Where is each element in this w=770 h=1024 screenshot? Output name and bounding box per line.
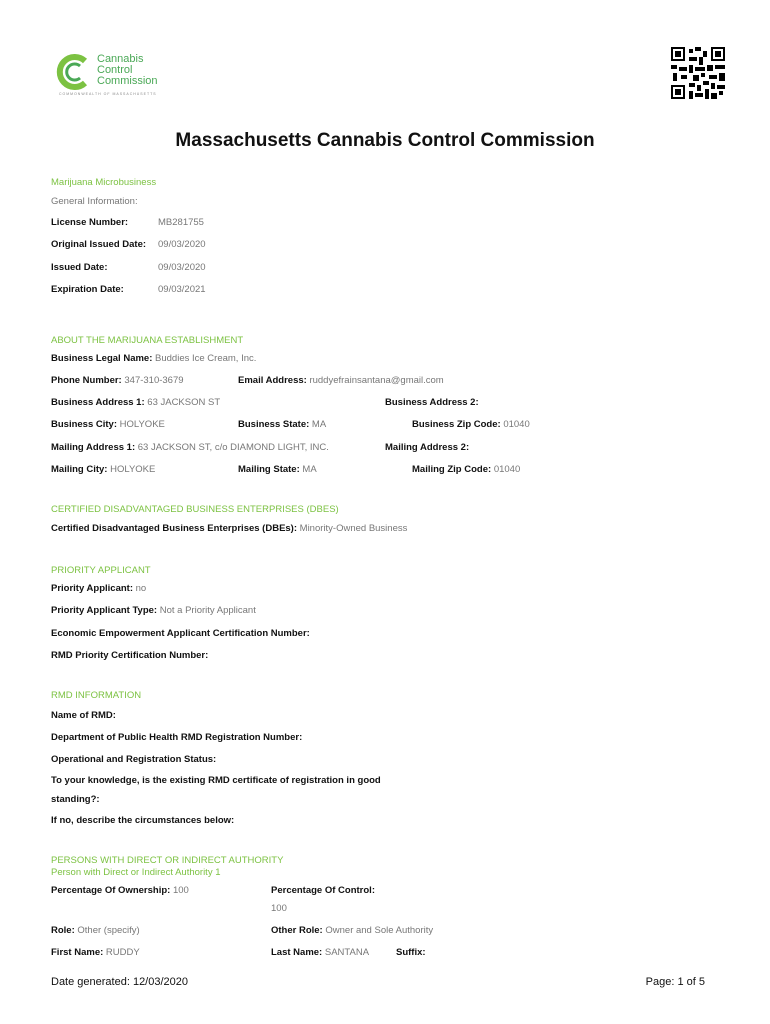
good-standing-label-line2: standing?: bbox=[51, 794, 100, 805]
expiration-date-value: 09/03/2021 bbox=[158, 284, 206, 295]
establishment-heading: ABOUT THE MARIJUANA ESTABLISHMENT bbox=[51, 335, 244, 346]
first-name-field: First Name: RUDDY bbox=[51, 947, 140, 958]
priority-applicant-field: Priority Applicant: no bbox=[51, 583, 147, 594]
logo-tagline: COMMONWEALTH OF MASSACHUSETTS bbox=[59, 92, 157, 96]
person-subheading: Person with Direct or Indirect Authority 1 bbox=[51, 867, 221, 878]
issued-date-value: 09/03/2020 bbox=[158, 262, 206, 273]
economic-empowerment-field: Economic Empowerment Applicant Certification Number: bbox=[51, 628, 310, 639]
persons-heading: PERSONS WITH DIRECT OR INDIRECT AUTHORITY bbox=[51, 855, 284, 866]
good-standing-label-line1: To your knowledge, is the existing RMD certificate of registration in good bbox=[51, 775, 381, 786]
role-field: Role: Other (specify) bbox=[51, 925, 140, 936]
operational-status-field: Operational and Registration Status: bbox=[51, 754, 217, 765]
priority-heading: PRIORITY APPLICANT bbox=[51, 565, 151, 576]
general-info-heading: General Information: bbox=[51, 196, 138, 207]
last-name-field: Last Name: SANTANA bbox=[271, 947, 370, 958]
other-role-field: Other Role: Owner and Sole Authority bbox=[271, 925, 434, 936]
original-issued-value: 09/03/2020 bbox=[158, 239, 206, 250]
license-number-value: MB281755 bbox=[158, 217, 204, 228]
control-value: 100 bbox=[271, 903, 287, 914]
business-state-field: Business State: MA bbox=[238, 419, 327, 430]
original-issued-label: Original Issued Date: bbox=[51, 239, 147, 250]
rmd-heading: RMD INFORMATION bbox=[51, 690, 142, 701]
license-number-label: License Number: bbox=[51, 217, 129, 228]
qr-code-icon bbox=[671, 47, 725, 99]
priority-type-field: Priority Applicant Type: Not a Priority Applicant bbox=[51, 605, 256, 616]
business-address2-field: Business Address 2: bbox=[385, 397, 479, 408]
expiration-date-label: Expiration Date: bbox=[51, 284, 124, 295]
control-label: Percentage Of Control: bbox=[271, 885, 375, 896]
dbe-field: Certified Disadvantaged Business Enterprises (DBEs): Minority-Owned Business bbox=[51, 523, 408, 534]
email-field: Email Address: ruddyefrainsantana@gmail.com bbox=[238, 375, 444, 386]
page-title: Massachusetts Cannabis Control Commission bbox=[175, 130, 595, 151]
mailing-city-field: Mailing City: HOLYOKE bbox=[51, 464, 156, 475]
legal-name-field: Business Legal Name: Buddies Ice Cream, Inc. bbox=[51, 353, 257, 364]
issued-date-label: Issued Date: bbox=[51, 262, 108, 273]
date-generated: Date generated: 12/03/2020 bbox=[51, 976, 189, 988]
ownership-field: Percentage Of Ownership: 100 bbox=[51, 885, 189, 896]
dph-registration-field: Department of Public Health RMD Registration Number: bbox=[51, 732, 303, 743]
logo-mark-icon bbox=[55, 54, 95, 90]
dbe-heading: CERTIFIED DISADVANTAGED BUSINESS ENTERPRISES (DBES) bbox=[51, 504, 339, 515]
rmd-name-field: Name of RMD: bbox=[51, 710, 116, 721]
mailing-address2-field: Mailing Address 2: bbox=[385, 442, 470, 453]
license-type: Marijuana Microbusiness bbox=[51, 177, 157, 188]
logo-wordmark: Cannabis Control Commission bbox=[97, 53, 158, 87]
page-number: Page: 1 of 5 bbox=[645, 976, 705, 988]
suffix-field: Suffix: bbox=[396, 947, 426, 958]
business-zip-field: Business Zip Code: 01040 bbox=[412, 419, 530, 430]
rmd-priority-field: RMD Priority Certification Number: bbox=[51, 650, 209, 661]
business-city-field: Business City: HOLYOKE bbox=[51, 419, 165, 430]
mailing-state-field: Mailing State: MA bbox=[238, 464, 317, 475]
mailing-address1-field: Mailing Address 1: 63 JACKSON ST, c/o DIAMOND LIGHT, INC. bbox=[51, 442, 329, 453]
mailing-zip-field: Mailing Zip Code: 01040 bbox=[412, 464, 521, 475]
circumstances-field: If no, describe the circumstances below: bbox=[51, 815, 235, 826]
commission-logo bbox=[55, 54, 180, 100]
business-address1-field: Business Address 1: 63 JACKSON ST bbox=[51, 397, 221, 408]
phone-field: Phone Number: 347-310-3679 bbox=[51, 375, 184, 386]
